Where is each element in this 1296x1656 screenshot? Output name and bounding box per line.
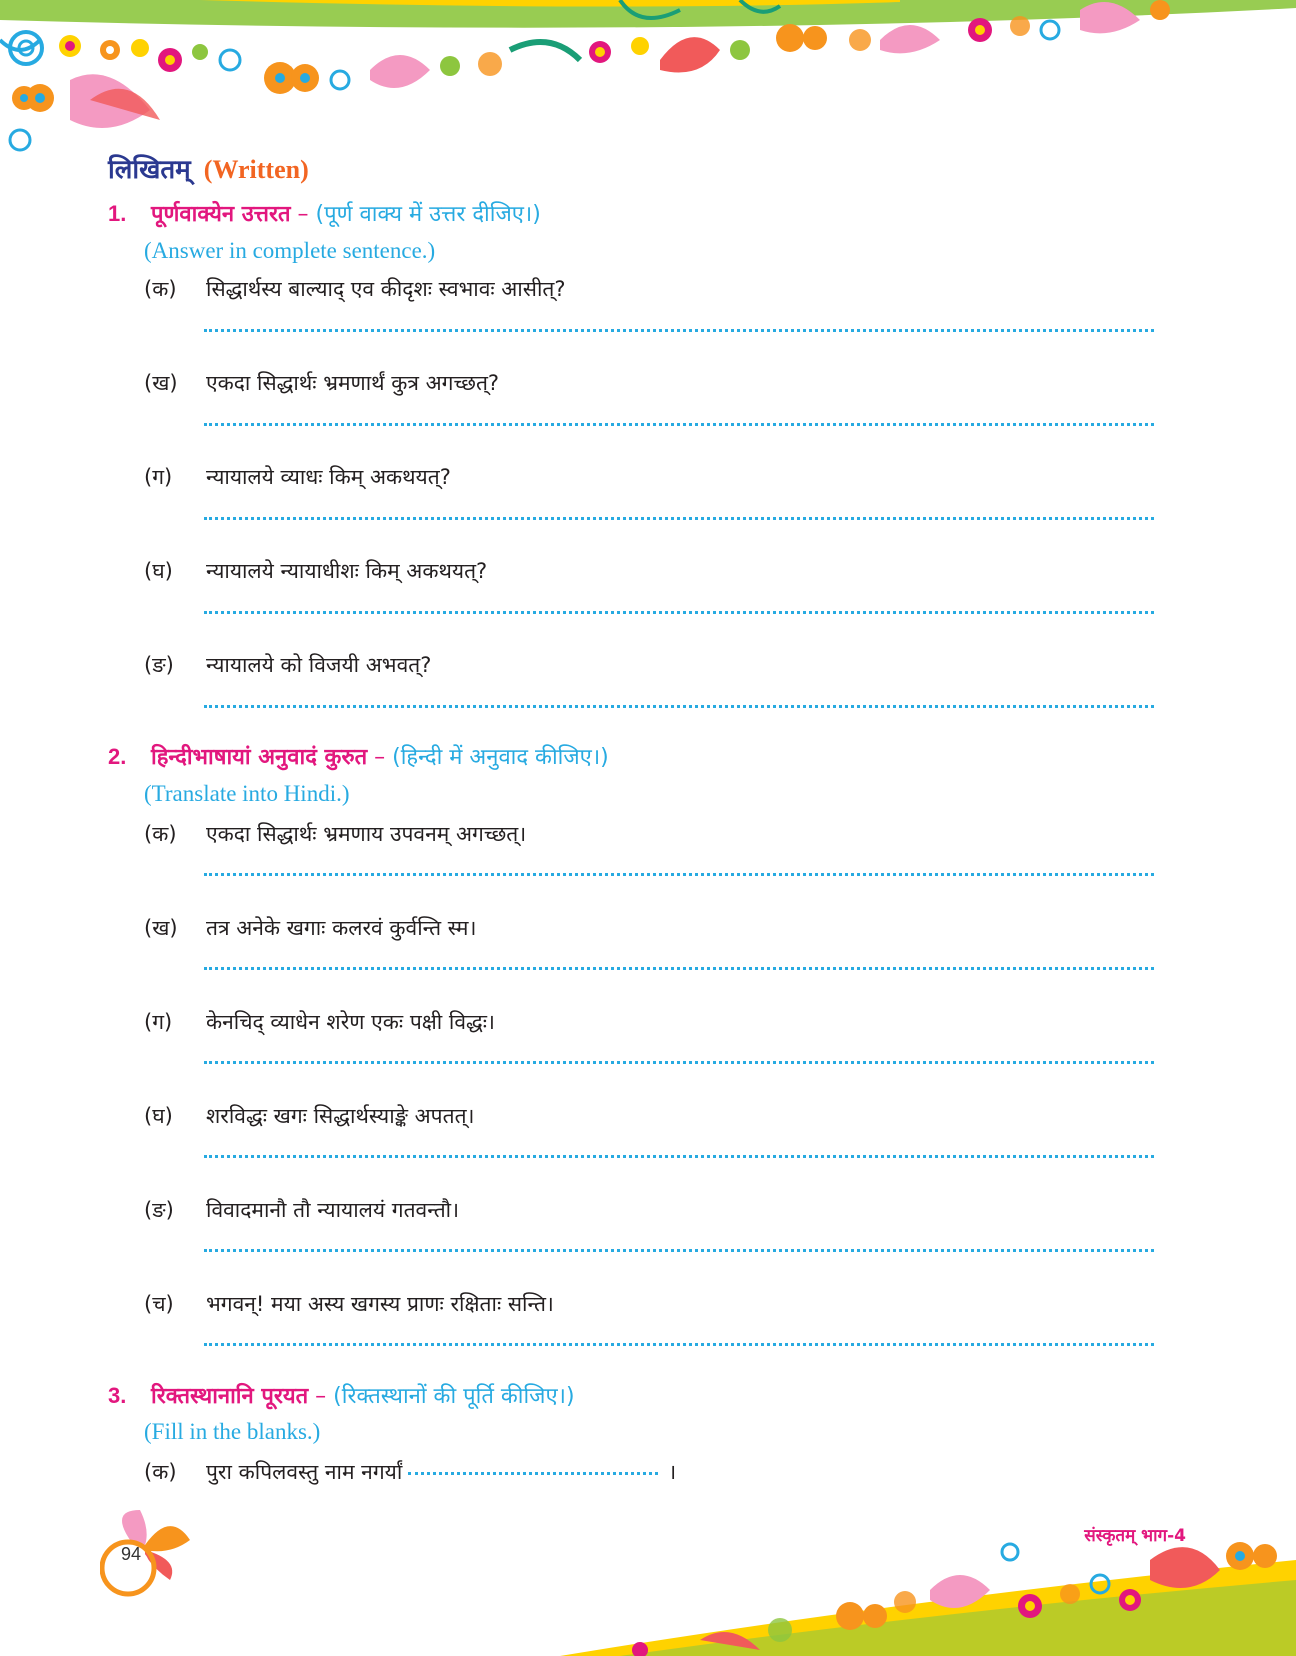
item-text: न्यायालये व्याधः किम् अकथयत्? (206, 465, 451, 489)
item-label: (ख) (144, 371, 178, 395)
answer-line[interactable] (204, 611, 1154, 614)
question-item (144, 557, 487, 585)
section-hindi-instruction: (हिन्दी में अनुवाद कीजिए।) (392, 745, 609, 770)
item-text: पुरा कपिलवस्तु नाम नगर्यां (206, 1460, 403, 1484)
item-text: तत्र अनेके खगाः कलरवं कुर्वन्ति स्म। (206, 916, 477, 940)
answer-line[interactable] (204, 705, 1154, 708)
section-1-english-instruction: (Answer in complete sentence.) (144, 238, 436, 263)
question-item (144, 463, 451, 491)
page-heading (108, 150, 309, 186)
answer-line[interactable] (204, 967, 1154, 970)
question-item (144, 651, 431, 679)
item-text: सिद्धार्थस्य बाल्याद् एव कीदृशः स्वभावः आसीत्? (206, 277, 566, 301)
item-end: । (668, 1460, 677, 1484)
item-text: भगवन्! मया अस्य खगस्य प्राणः रक्षिताः सन्ति। (206, 1292, 554, 1316)
top-floral-border (0, 0, 1296, 170)
question-item (144, 1102, 475, 1130)
section-1-header (108, 198, 541, 228)
item-text: केनचिद् व्याधेन शरेण एकः पक्षी विद्धः। (206, 1010, 496, 1034)
item-label: (ग) (144, 465, 173, 489)
question-item (144, 914, 476, 942)
section-dash: – (297, 202, 309, 227)
question-item (144, 1008, 495, 1036)
answer-line[interactable] (204, 1061, 1154, 1064)
section-title: हिन्दीभाषायां अनुवादं कुरुत (151, 745, 368, 770)
item-text: एकदा सिद्धार्थः भ्रमणार्थं कुत्र अगच्छत्? (206, 371, 500, 395)
answer-line[interactable] (204, 1343, 1154, 1346)
section-dash: – (315, 1384, 327, 1409)
item-label: (क) (144, 277, 177, 301)
item-label: (ङ) (144, 1198, 174, 1222)
fill-blank[interactable] (408, 1472, 658, 1475)
answer-line[interactable] (204, 873, 1154, 876)
question-item (144, 275, 566, 303)
section-number: 3. (108, 1383, 127, 1408)
answer-line[interactable] (204, 423, 1154, 426)
item-label: (च) (144, 1292, 174, 1316)
question-item (144, 1196, 459, 1224)
answer-line[interactable] (204, 517, 1154, 520)
item-text: विवादमानौ तौ न्यायालयं गतवन्तौ। (206, 1198, 460, 1222)
section-number: 1. (108, 201, 127, 226)
answer-line[interactable] (204, 1155, 1154, 1158)
answer-line[interactable] (204, 329, 1154, 332)
item-text: न्यायालये को विजयी अभवत्? (206, 653, 432, 677)
section-2-english-instruction: (Translate into Hindi.) (144, 781, 350, 806)
heading-english: (Written) (203, 155, 309, 184)
item-label: (ख) (144, 916, 178, 940)
section-hindi-instruction: (पूर्ण वाक्य में उत्तर दीजिए।) (315, 202, 541, 227)
question-item (144, 1458, 676, 1486)
book-title: संस्कृतम् भाग-4 (1084, 1526, 1186, 1546)
question-item (144, 369, 499, 397)
item-label: (ङ) (144, 653, 174, 677)
item-label: (घ) (144, 1104, 173, 1128)
section-2-header (108, 741, 609, 771)
item-label: (घ) (144, 559, 173, 583)
question-item (144, 820, 526, 848)
section-3-english-instruction: (Fill in the blanks.) (144, 1419, 321, 1444)
page-number: 94 (120, 1544, 142, 1564)
item-text: शरविद्धः खगः सिद्धार्थस्याङ्के अपतत्। (206, 1104, 475, 1128)
section-3-header (108, 1380, 575, 1410)
item-text: न्यायालये न्यायाधीशः किम् अकथयत्? (206, 559, 488, 583)
item-label: (ग) (144, 1010, 173, 1034)
item-label: (क) (144, 822, 177, 846)
section-title: रिक्तस्थानानि पूरयत (151, 1384, 309, 1409)
heading-hindi: लिखितम् (108, 155, 191, 185)
section-dash: – (374, 745, 386, 770)
section-title: पूर्णवाक्येन उत्तरत (151, 202, 291, 227)
section-number: 2. (108, 744, 127, 769)
item-text: एकदा सिद्धार्थः भ्रमणाय उपवनम् अगच्छत्। (206, 822, 527, 846)
item-label: (क) (144, 1460, 177, 1484)
section-hindi-instruction: (रिक्तस्थानों की पूर्ति कीजिए।) (333, 1384, 575, 1409)
question-item (144, 1290, 554, 1318)
answer-line[interactable] (204, 1249, 1154, 1252)
